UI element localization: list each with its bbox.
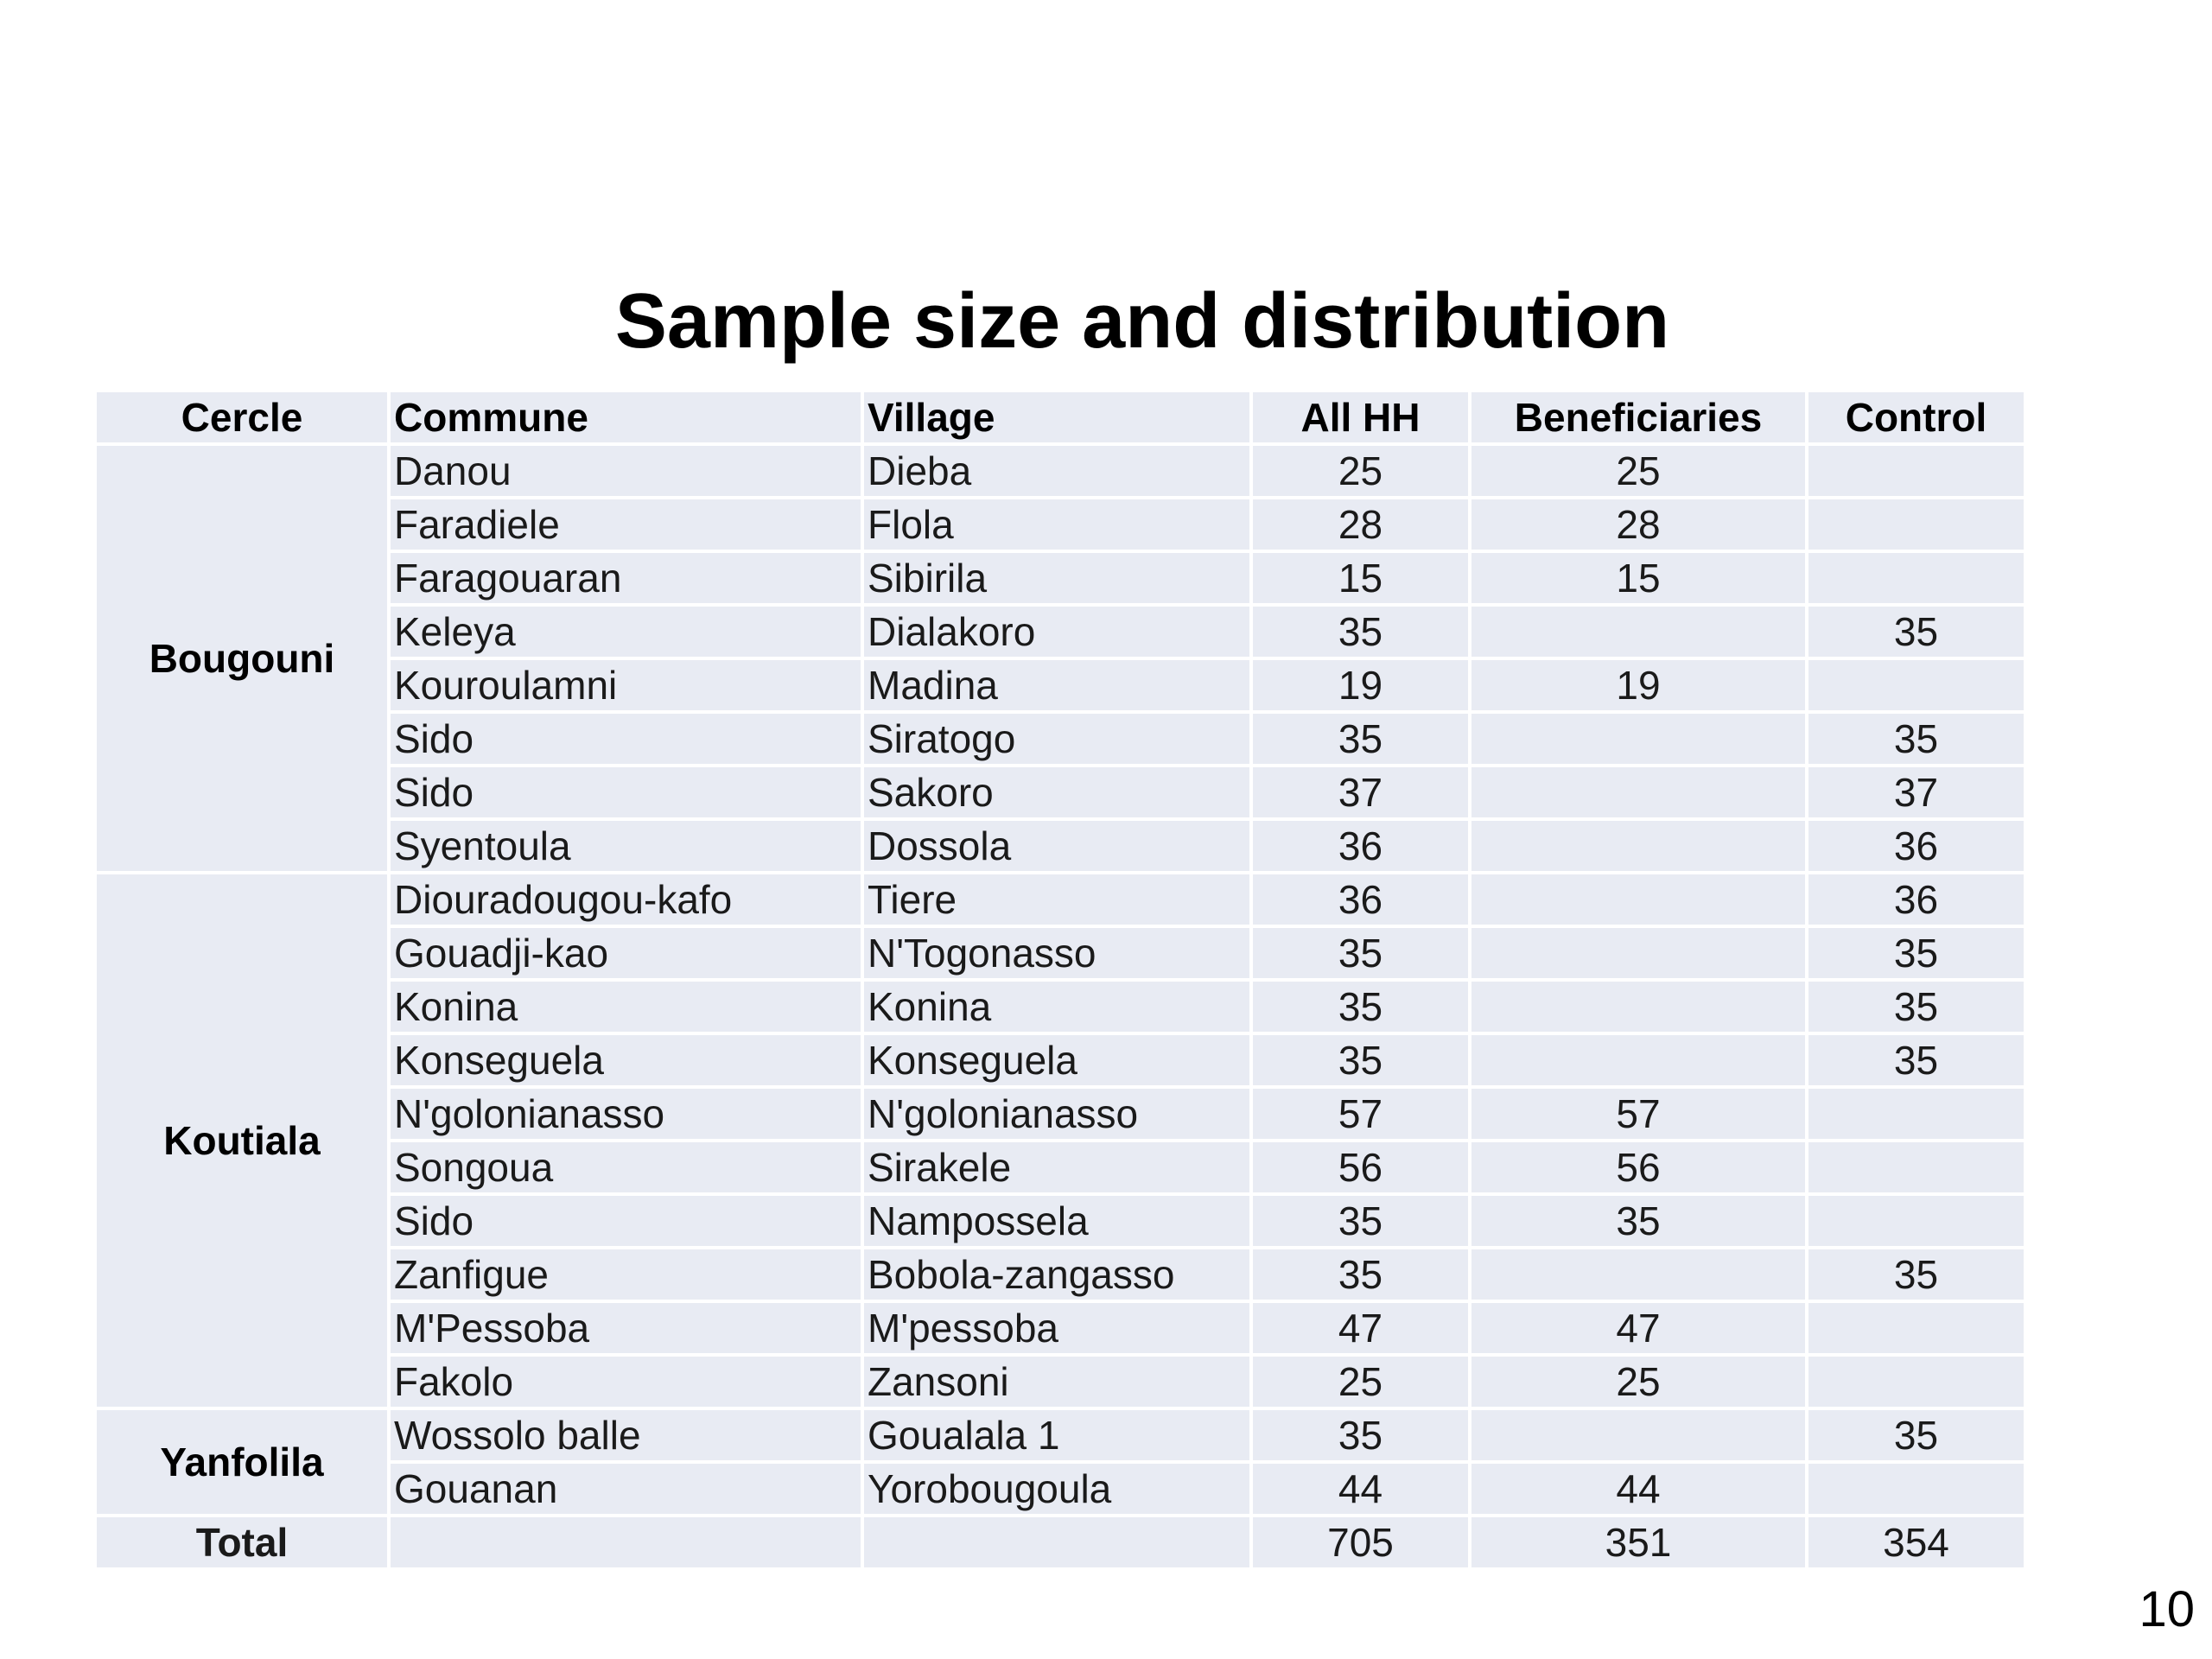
control-cell bbox=[1808, 1357, 2024, 1407]
beneficiaries-cell: 19 bbox=[1471, 660, 1805, 710]
control-cell: 35 bbox=[1808, 607, 2024, 657]
all-hh-cell: 28 bbox=[1253, 499, 1468, 550]
header-cercle: Cercle bbox=[97, 392, 387, 442]
commune-cell: Konina bbox=[391, 982, 861, 1032]
village-cell: N'golonianasso bbox=[864, 1089, 1249, 1139]
beneficiaries-cell bbox=[1471, 821, 1805, 871]
commune-cell: Sido bbox=[391, 1196, 861, 1246]
commune-cell: Kouroulamni bbox=[391, 660, 861, 710]
all-hh-cell: 35 bbox=[1253, 928, 1468, 978]
all-hh-cell: 25 bbox=[1253, 446, 1468, 496]
beneficiaries-cell bbox=[1471, 607, 1805, 657]
control-cell: 36 bbox=[1808, 874, 2024, 925]
village-cell: Nampossela bbox=[864, 1196, 1249, 1246]
page-number: 10 bbox=[2139, 1581, 2195, 1637]
all-hh-cell: 35 bbox=[1253, 1035, 1468, 1085]
all-hh-cell: 56 bbox=[1253, 1142, 1468, 1192]
commune-cell: Diouradougou-kafo bbox=[391, 874, 861, 925]
village-cell: Konseguela bbox=[864, 1035, 1249, 1085]
total-label: Total bbox=[97, 1517, 387, 1567]
all-hh-cell: 57 bbox=[1253, 1089, 1468, 1139]
beneficiaries-cell bbox=[1471, 1249, 1805, 1300]
header-beneficiaries: Beneficiaries bbox=[1471, 392, 1805, 442]
beneficiaries-cell bbox=[1471, 874, 1805, 925]
control-cell bbox=[1808, 1089, 2024, 1139]
village-cell: Tiere bbox=[864, 874, 1249, 925]
all-hh-cell: 35 bbox=[1253, 1249, 1468, 1300]
beneficiaries-cell: 28 bbox=[1471, 499, 1805, 550]
beneficiaries-cell: 57 bbox=[1471, 1089, 1805, 1139]
all-hh-cell: 19 bbox=[1253, 660, 1468, 710]
control-cell: 35 bbox=[1808, 714, 2024, 764]
beneficiaries-cell bbox=[1471, 714, 1805, 764]
commune-cell: Gouanan bbox=[391, 1464, 861, 1514]
village-cell: Dossola bbox=[864, 821, 1249, 871]
village-cell: Yorobougoula bbox=[864, 1464, 1249, 1514]
control-cell: 35 bbox=[1808, 1410, 2024, 1460]
total-all-hh: 705 bbox=[1253, 1517, 1468, 1567]
village-cell: Konina bbox=[864, 982, 1249, 1032]
total-commune-cell bbox=[391, 1517, 861, 1567]
control-cell bbox=[1808, 1464, 2024, 1514]
village-cell: Sibirila bbox=[864, 553, 1249, 603]
beneficiaries-cell: 15 bbox=[1471, 553, 1805, 603]
all-hh-cell: 47 bbox=[1253, 1303, 1468, 1353]
village-cell: Dieba bbox=[864, 446, 1249, 496]
village-cell: N'Togonasso bbox=[864, 928, 1249, 978]
beneficiaries-cell: 35 bbox=[1471, 1196, 1805, 1246]
all-hh-cell: 35 bbox=[1253, 607, 1468, 657]
all-hh-cell: 36 bbox=[1253, 821, 1468, 871]
village-cell: Bobola-zangasso bbox=[864, 1249, 1249, 1300]
commune-cell: Konseguela bbox=[391, 1035, 861, 1085]
total-village-cell bbox=[864, 1517, 1249, 1567]
control-cell: 37 bbox=[1808, 767, 2024, 817]
commune-cell: Danou bbox=[391, 446, 861, 496]
village-cell: Dialakoro bbox=[864, 607, 1249, 657]
control-cell: 35 bbox=[1808, 928, 2024, 978]
commune-cell: Sido bbox=[391, 767, 861, 817]
commune-cell: Fakolo bbox=[391, 1357, 861, 1407]
sample-distribution-table bbox=[93, 389, 2027, 1571]
control-cell bbox=[1808, 1196, 2024, 1246]
all-hh-cell: 35 bbox=[1253, 982, 1468, 1032]
beneficiaries-cell: 25 bbox=[1471, 446, 1805, 496]
all-hh-cell: 44 bbox=[1253, 1464, 1468, 1514]
table-row bbox=[97, 446, 2024, 496]
control-cell bbox=[1808, 446, 2024, 496]
beneficiaries-cell bbox=[1471, 1035, 1805, 1085]
table-row bbox=[97, 1410, 2024, 1460]
total-control: 354 bbox=[1808, 1517, 2024, 1567]
beneficiaries-cell bbox=[1471, 928, 1805, 978]
slide-title: Sample size and distribution bbox=[614, 278, 1670, 365]
commune-cell: Keleya bbox=[391, 607, 861, 657]
commune-cell: Faradiele bbox=[391, 499, 861, 550]
commune-cell: M'Pessoba bbox=[391, 1303, 861, 1353]
village-cell: Siratogo bbox=[864, 714, 1249, 764]
village-cell: Flola bbox=[864, 499, 1249, 550]
control-cell: 35 bbox=[1808, 1249, 2024, 1300]
village-cell: Sakoro bbox=[864, 767, 1249, 817]
header-village: Village bbox=[864, 392, 1249, 442]
commune-cell: Sido bbox=[391, 714, 861, 764]
table-row bbox=[97, 874, 2024, 925]
control-cell bbox=[1808, 553, 2024, 603]
all-hh-cell: 35 bbox=[1253, 714, 1468, 764]
commune-cell: Syentoula bbox=[391, 821, 861, 871]
control-cell: 35 bbox=[1808, 982, 2024, 1032]
beneficiaries-cell: 44 bbox=[1471, 1464, 1805, 1514]
beneficiaries-cell bbox=[1471, 982, 1805, 1032]
total-row bbox=[97, 1517, 2024, 1567]
commune-cell: N'golonianasso bbox=[391, 1089, 861, 1139]
beneficiaries-cell bbox=[1471, 1410, 1805, 1460]
all-hh-cell: 35 bbox=[1253, 1410, 1468, 1460]
village-cell: M'pessoba bbox=[864, 1303, 1249, 1353]
cercle-cell: Bougouni bbox=[97, 446, 387, 871]
commune-cell: Faragouaran bbox=[391, 553, 861, 603]
header-commune: Commune bbox=[391, 392, 861, 442]
village-cell: Madina bbox=[864, 660, 1249, 710]
village-cell: Sirakele bbox=[864, 1142, 1249, 1192]
control-cell bbox=[1808, 660, 2024, 710]
header-control: Control bbox=[1808, 392, 2024, 442]
all-hh-cell: 25 bbox=[1253, 1357, 1468, 1407]
all-hh-cell: 35 bbox=[1253, 1196, 1468, 1246]
cercle-cell: Yanfolila bbox=[97, 1410, 387, 1514]
commune-cell: Gouadji-kao bbox=[391, 928, 861, 978]
table-body bbox=[97, 446, 2024, 1514]
control-cell: 35 bbox=[1808, 1035, 2024, 1085]
beneficiaries-cell: 25 bbox=[1471, 1357, 1805, 1407]
cercle-cell: Koutiala bbox=[97, 874, 387, 1407]
total-beneficiaries: 351 bbox=[1471, 1517, 1805, 1567]
all-hh-cell: 37 bbox=[1253, 767, 1468, 817]
beneficiaries-cell bbox=[1471, 767, 1805, 817]
commune-cell: Zanfigue bbox=[391, 1249, 861, 1300]
control-cell: 36 bbox=[1808, 821, 2024, 871]
control-cell bbox=[1808, 1303, 2024, 1353]
commune-cell: Wossolo balle bbox=[391, 1410, 861, 1460]
all-hh-cell: 36 bbox=[1253, 874, 1468, 925]
control-cell bbox=[1808, 1142, 2024, 1192]
village-cell: Zansoni bbox=[864, 1357, 1249, 1407]
village-cell: Goualala 1 bbox=[864, 1410, 1249, 1460]
commune-cell: Songoua bbox=[391, 1142, 861, 1192]
beneficiaries-cell: 47 bbox=[1471, 1303, 1805, 1353]
beneficiaries-cell: 56 bbox=[1471, 1142, 1805, 1192]
all-hh-cell: 15 bbox=[1253, 553, 1468, 603]
table-header-row bbox=[97, 392, 2024, 442]
control-cell bbox=[1808, 499, 2024, 550]
header-all-hh: All HH bbox=[1253, 392, 1468, 442]
